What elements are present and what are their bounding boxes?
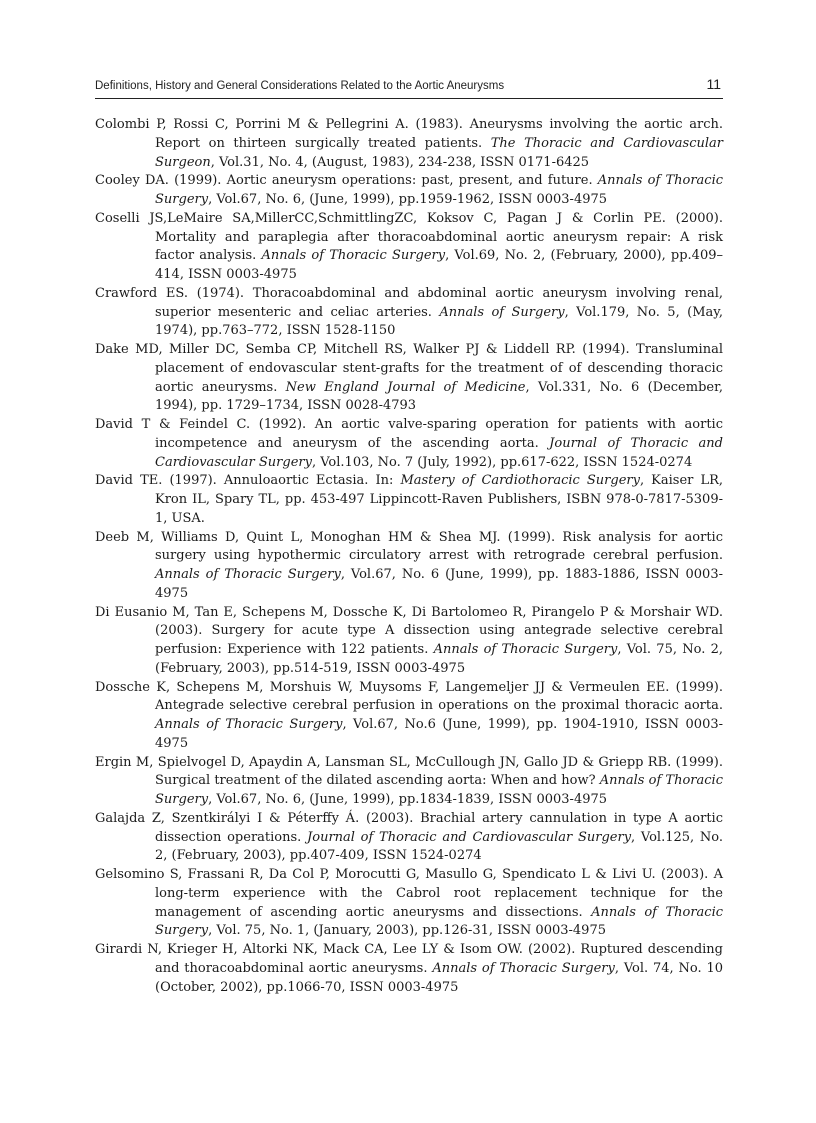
reference-details: , Vol.179, No. 5, (May, 1974), pp.763–772, ISSN 1528-1150 <box>155 304 724 339</box>
reference-details: , Kaiser LR, Kron IL, Spary TL, pp. 453-497 Lippincott-Raven Publishers, ISBN 978-0-7817-5309-1, USA. <box>155 473 724 526</box>
reference-details: , Vol.67, No. 6, (June, 1999), pp.1959-1962, ISSN 0003-4975 <box>208 192 608 207</box>
journal-title: Annals of Thoracic Surgery <box>155 567 341 582</box>
reference-details: , Vol.67, No. 6 (June, 1999), pp. 1883-1886, ISSN 0003-4975 <box>155 567 723 601</box>
journal-title: Mastery of Cardiothoracic Surgery <box>400 473 640 489</box>
journal-title: Annals of Thoracic Surgery <box>433 642 618 657</box>
reference-item <box>95 472 723 528</box>
reference-text: Cooley DA. (1999). Aortic aneurysm operations: past, present, and future. <box>95 173 598 189</box>
reference-item <box>95 941 723 997</box>
reference-details: , Vol.125, No. 2, (February, 2003), pp.407-409, ISSN 1524-0274 <box>155 829 723 864</box>
reference-details: , Vol.67, No.6 (June, 1999), pp. 1904-1910, ISSN 0003-4975 <box>155 717 724 751</box>
journal-title: Journal of Thoracic and Cardiovascular Surgery <box>155 435 723 470</box>
reference-item <box>95 172 723 210</box>
reference-text: Di Eusanio M, Tan E, Schepens M, Dossche K, Di Bartolomeo R, Pirangelo P & Morshair WD. (2003). Surgery for acute type A dissection using antegrade selective cerebral perfusion: Experience with 122 patients. <box>95 604 723 657</box>
reference-item <box>95 416 723 472</box>
journal-title: Journal of Thoracic and Cardiovascular Surgery <box>307 829 632 845</box>
reference-item <box>95 679 723 754</box>
reference-details: , Vol.67, No. 6, (June, 1999), pp.1834-1839, ISSN 0003-4975 <box>208 792 608 807</box>
reference-item <box>95 116 723 172</box>
reference-text: Galajda Z, Szentkirályi I & Péterffy Á. (2003). Brachial artery cannulation in type A aortic dissection operations. <box>95 810 723 845</box>
reference-text: Girardi N, Krieger H, Altorki NK, Mack CA, Lee LY & Isom OW. (2002). Ruptured descending and thoracoabdominal aortic aneurysms. <box>95 942 723 976</box>
reference-details: , Vol.331, No. 6 (December, 1994), pp. 1729–1734, ISSN 0028-4793 <box>155 379 723 414</box>
journal-title: Annals of Thoracic Surgery <box>155 717 343 732</box>
reference-item <box>95 754 723 810</box>
reference-item <box>95 285 723 341</box>
reference-text: Coselli JS,LeMaire SA,MillerCC,SchmittlingZC, Koksov C, Pagan J & Corlin PE. (2000). Mortality and paraplegia after thoracoabdominal aortic aneurysm repair: A risk factor analysis. <box>95 210 723 264</box>
reference-item <box>95 341 723 416</box>
reference-details: , Vol.31, No. 4, (August, 1983), 234-238, ISSN 0171-6425 <box>210 154 590 170</box>
reference-text: Ergin M, Spielvogel D, Apaydin A, Lansman SL, McCullough JN, Gallo JD & Griepp RB. (1999). Surgical treatment of the dilated ascending aorta: When and how? <box>95 754 723 789</box>
page-number: 11 <box>706 76 721 92</box>
reference-text: Colombi P, Rossi C, Porrini M & Pellegrini A. (1983). Aneurysms involving the aortic arch. Report on thirteen surgically treated patients. <box>95 117 723 151</box>
reference-details: , Vol.69, No. 2, (February, 2000), pp.409–414, ISSN 0003-4975 <box>155 248 723 282</box>
running-header-title: Definitions, History and General Considerations Related to the Aortic Aneurysms <box>95 80 505 92</box>
journal-title: Annals of Thoracic Surgery <box>155 904 724 939</box>
reference-item <box>95 529 723 604</box>
reference-text: Gelsomino S, Frassani R, Da Col P, Morocutti G, Masullo G, Spendicato L & Livi U. (2003). A long-term experience with the Cabrol root replacement technique for the management of ascending aortic aneurysms and dissections. <box>95 867 723 920</box>
reference-details: , Vol. 75, No. 1, (January, 2003), pp.126-31, ISSN 0003-4975 <box>208 923 606 939</box>
reference-text: David T & Feindel C. (1992). An aortic valve-sparing operation for patients with aortic incompetence and aneurysm of the ascending aorta. <box>95 417 723 451</box>
reference-text: Deeb M, Williams D, Quint L, Monoghan HM & Shea MJ. (1999). Risk analysis for aortic surgery using hypothermic circulatory arrest with retrograde cerebral perfusion. <box>95 529 723 564</box>
reference-item <box>95 604 723 679</box>
reference-item <box>95 866 723 941</box>
reference-item <box>95 810 723 866</box>
reference-text: Crawford ES. (1974). Thoracoabdominal and abdominal aortic aneurysm involving renal, superior mesenteric and celiac arteries. <box>95 285 723 320</box>
reference-text: David TE. (1997). Annuloaortic Ectasia. In: <box>95 473 401 489</box>
journal-title: New England Journal of Medicine <box>285 379 526 395</box>
journal-title: Annals of Thoracic Surgery <box>432 960 615 976</box>
reference-details: , Vol.103, No. 7 (July, 1992), pp.617-622, ISSN 1524-0274 <box>311 454 693 470</box>
journal-title: Annals of Thoracic Surgery <box>155 773 723 807</box>
running-header <box>95 76 723 99</box>
reference-list <box>95 116 723 997</box>
reference-text: Dake MD, Miller DC, Semba CP, Mitchell RS, Walker PJ & Liddell RP. (1994). Transluminal placement of endovascular stent-grafts for the treatment of of descending thoracic aortic aneurysms. <box>95 342 723 395</box>
journal-title: The Thoracic and Cardiovascular Surgeon <box>155 135 723 170</box>
reference-details: , Vol. 75, No. 2, (February, 2003), pp.514-519, ISSN 0003-4975 <box>155 642 723 676</box>
reference-details: , Vol. 74, No. 10 (October, 2002), pp.1066-70, ISSN 0003-4975 <box>155 960 723 995</box>
reference-text: Dossche K, Schepens M, Morshuis W, Muysoms F, Langemeljer JJ & Vermeulen EE. (1999). Antegrade selective cerebral perfusion in operations on the proximal thoracic aorta. <box>95 679 723 714</box>
journal-title: Annals of Thoracic Surgery <box>261 248 446 264</box>
journal-title: Annals of Surgery <box>439 304 565 320</box>
journal-title: Annals of Thoracic Surgery <box>155 173 724 207</box>
reference-item <box>95 210 723 285</box>
